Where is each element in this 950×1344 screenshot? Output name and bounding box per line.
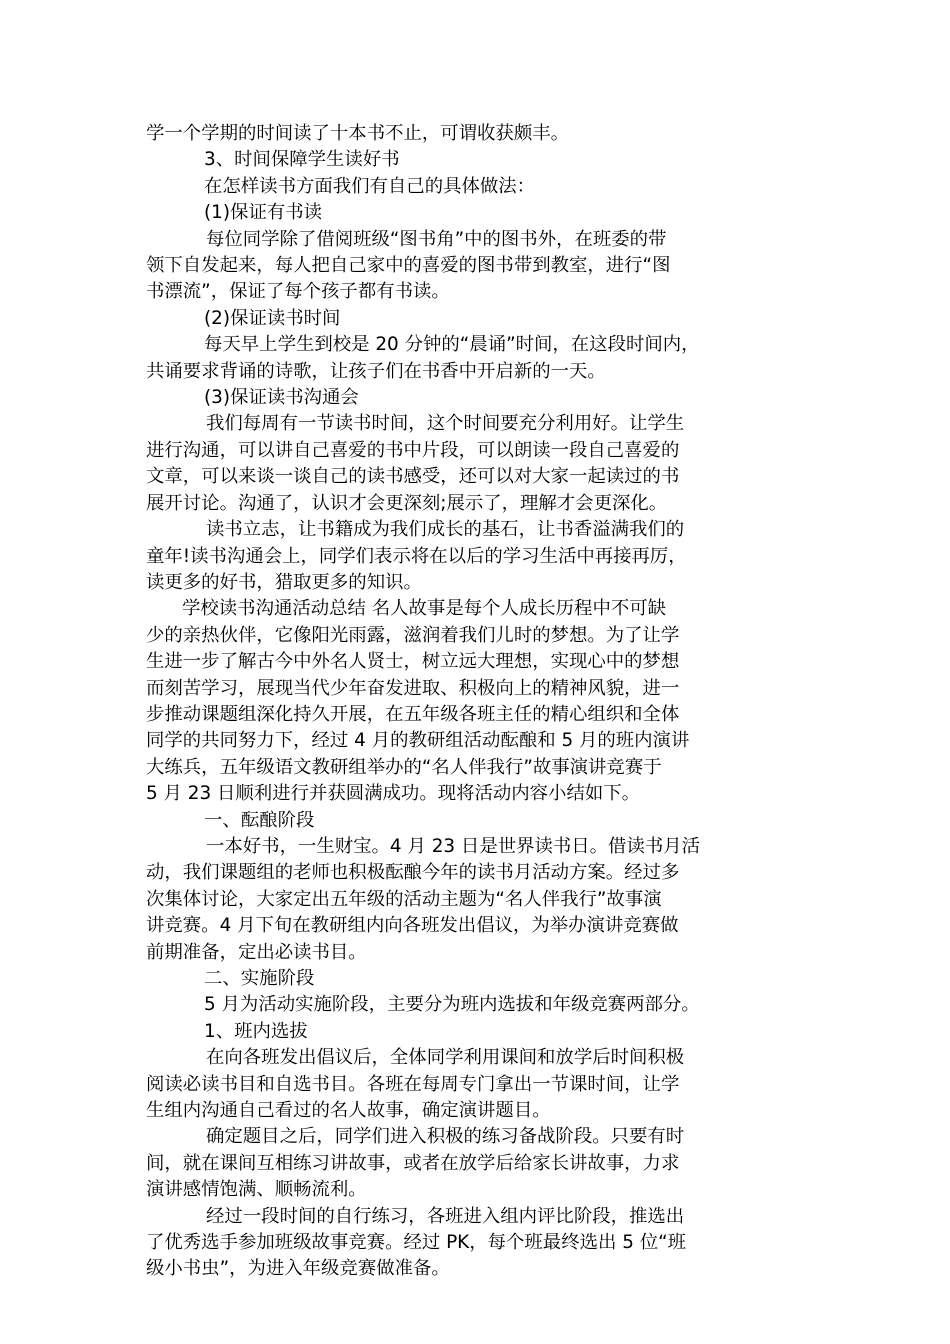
text-line: 动，我们课题组的老师也积极酝酿今年的读书月活动方案。经过多	[146, 862, 680, 884]
text-line: 书漂流”，保证了每个孩子都有书读。	[146, 281, 450, 303]
section-heading: 一、酝酿阶段	[204, 809, 315, 831]
text-line: 步推动课题组深化持久开展，在五年级各班主任的精心组织和全体	[146, 703, 680, 725]
text-line: 演讲感情饱满、顺畅流利。	[146, 1179, 367, 1201]
text-line: 每位同学除了借阅班级“图书角”中的图书外，在班委的带	[206, 228, 667, 250]
text-line: 确定题目之后，同学们进入积极的练习备战阶段。只要有时	[206, 1126, 685, 1148]
text-line: 同学的共同努力下，经过 4 月的教研组活动酝酿和 5 月的班内演讲	[146, 730, 690, 752]
text-line: 读书立志，让书籍成为我们成长的基石，让书香溢满我们的	[206, 519, 685, 541]
text-line: 间，就在课间互相练习讲故事，或者在放学后给家长讲故事，力求	[146, 1152, 680, 1174]
text-line: 经过一段时间的自行练习，各班进入组内评比阶段，推选出	[206, 1205, 685, 1227]
section-heading: 二、实施阶段	[204, 968, 315, 989]
text-line: 生组内沟通自己看过的名人故事，确定演讲题目。	[146, 1100, 551, 1122]
text-line: 级小书虫”，为进入年级竞赛做准备。	[146, 1258, 450, 1280]
text-line: 共诵要求背诵的诗歌，让孩子们在书香中开启新的一天。	[146, 360, 606, 382]
text-line: 而刻苦学习，展现当代少年奋发进取、积极向上的精神风貌，进一	[146, 677, 680, 699]
document-body	[146, 121, 810, 1283]
text-line: 学校读书沟通活动总结 名人故事是每个人成长历程中不可缺	[182, 598, 667, 620]
text-line: 5 月 23 日顺利进行并获圆满成功。现将活动内容小结如下。	[146, 783, 641, 805]
text-line: 我们每周有一节读书时间，这个时间要充分利用好。让学生	[206, 413, 685, 435]
text-line: 少的亲热伙伴，它像阳光雨露，滋润着我们儿时的梦想。为了让学	[146, 624, 680, 646]
sub-heading: (2)保证读书时间	[204, 307, 341, 329]
text-line: 学一个学期的时间读了十本书不止，可谓收获颇丰。	[146, 123, 569, 144]
text-line: 次集体讨论，大家定出五年级的活动主题为“名人伴我行”故事演	[146, 888, 662, 910]
text-line: 在向各班发出倡议后，全体同学利用课间和放学后时间积极	[206, 1047, 685, 1069]
sub-heading: (1)保证有书读	[204, 202, 323, 224]
text-line: 了优秀选手参加班级故事竞赛。经过 PK，每个班最终选出 5 位“班	[146, 1232, 687, 1254]
text-line: 进行沟通，可以讲自己喜爱的书中片段，可以朗读一段自己喜爱的	[146, 439, 680, 461]
text-line: 领下自发起来，每人把自己家中的喜爱的图书带到教室，进行“图	[146, 255, 671, 277]
text-line: 展开讨论。沟通了，认识才会更深刻;展示了，理解才会更深化。	[146, 492, 668, 514]
text-line: 一本好书，一生财宝。4 月 23 日是世界读书日。借读书月活	[206, 835, 701, 857]
text-line: 生进一步了解古今中外名人贤士，树立远大理想，实现心中的梦想	[146, 651, 680, 673]
text-line: 读更多的好书，猎取更多的知识。	[146, 571, 422, 593]
sub-heading: 1、班内选拔	[204, 1020, 308, 1042]
text-line: 大练兵，五年级语文教研组举办的“名人伴我行”故事演讲竞赛于	[146, 756, 662, 778]
text-line: 前期准备，定出必读书目。	[146, 941, 367, 963]
section-heading: 3、时间保障学生读好书	[204, 149, 400, 171]
sub-heading: (3)保证读书沟通会	[204, 387, 359, 409]
text-line: 每天早上学生到校是 20 分钟的“晨诵”时间，在这段时间内，	[204, 334, 700, 356]
text-line: 在怎样读书方面我们有自己的具体做法：	[204, 175, 536, 197]
text-line: 文章，可以来谈一谈自己的读书感受，还可以对大家一起读过的书	[146, 466, 680, 488]
text-line: 5 月为活动实施阶段，主要分为班内选拔和年级竞赛两部分。	[204, 994, 700, 1016]
text-line: 阅读必读书目和自选书目。各班在每周专门拿出一节课时间，让学	[146, 1073, 680, 1095]
text-line: 童年!读书沟通会上，同学们表示将在以后的学习生活中再接再厉，	[146, 545, 687, 567]
text-line: 讲竞赛。4 月下旬在教研组内向各班发出倡议，为举办演讲竞赛做	[146, 915, 679, 937]
